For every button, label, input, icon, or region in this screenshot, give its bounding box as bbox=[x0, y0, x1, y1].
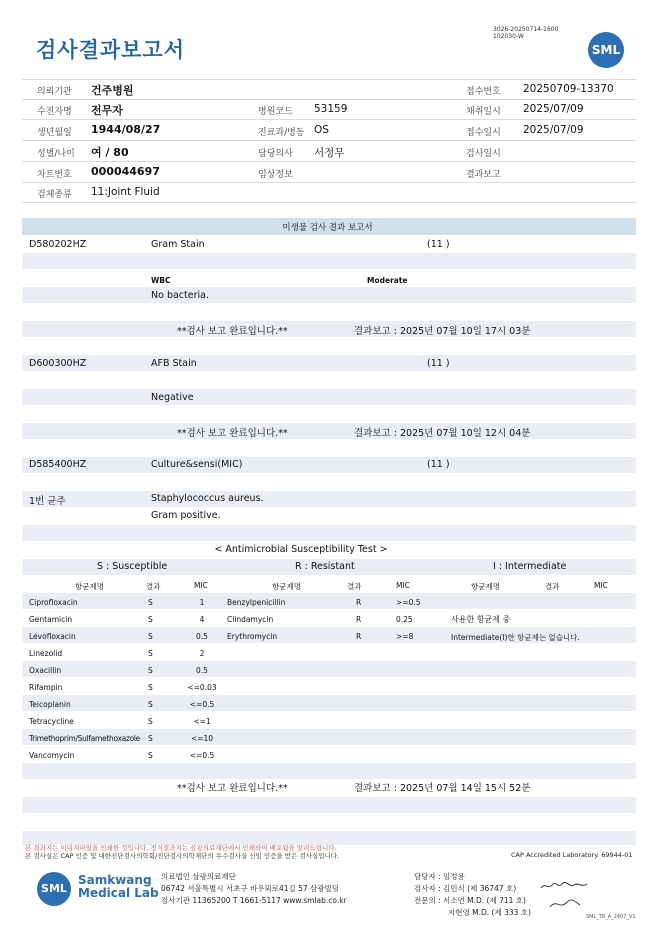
afb-complete: **검사 보고 완료입니다.** bbox=[177, 428, 288, 439]
specimen-label: 검체종류 bbox=[37, 190, 72, 200]
drug-name: Teicoplanin bbox=[29, 700, 71, 709]
drug-name: Linezolid bbox=[29, 649, 63, 658]
gram-result: No bacteria. bbox=[151, 290, 209, 301]
chart-no-value: 000044697 bbox=[91, 165, 160, 178]
intermediate-note-line2: Intermediate(I)한 항균제는 없습니다. bbox=[451, 633, 580, 642]
row-band bbox=[22, 389, 636, 405]
drug-mic: 0.5 bbox=[196, 666, 208, 675]
drug-result: S bbox=[148, 666, 153, 675]
signature-icon bbox=[548, 897, 582, 911]
org-name: 의료법인 삼광의료재단 bbox=[161, 872, 236, 881]
image-notice: 본 결과지는 이미지파일을 인쇄한 것입니다. 정식결과지는 삼광의료재단에서 인쇄하여 배포됨을 알려드립니다. bbox=[25, 844, 337, 852]
drug-name: Ciprofloxacin bbox=[29, 598, 78, 607]
col-result: 결과 bbox=[146, 582, 161, 591]
clinical-info-label: 임상정보 bbox=[258, 170, 293, 180]
drug-name: Rifampin bbox=[29, 683, 63, 692]
dept-value: OS bbox=[314, 124, 329, 136]
divider bbox=[22, 79, 636, 80]
drug-name: Oxacillin bbox=[29, 666, 62, 675]
hospital-code-value: 53159 bbox=[314, 103, 348, 115]
drug-result: S bbox=[148, 632, 153, 641]
accept-date-value: 2025/07/09 bbox=[523, 124, 584, 136]
institution-value: 건주병원 bbox=[91, 84, 134, 97]
receipt-no-label: 접수번호 bbox=[466, 87, 501, 97]
col-drug: 항균제명 bbox=[471, 582, 500, 591]
row-band bbox=[22, 661, 636, 677]
drug-name: Trimethoprim/Sulfamethoxazole bbox=[29, 734, 140, 743]
drug-result: S bbox=[148, 700, 153, 709]
intermediate-note-line1: 사용한 항균제 중 bbox=[451, 615, 511, 624]
gram-count: (11 ) bbox=[427, 239, 450, 250]
row-band bbox=[22, 287, 636, 303]
row-band bbox=[22, 525, 636, 541]
divider bbox=[22, 161, 636, 162]
drug-mic: <=0.5 bbox=[189, 751, 215, 760]
hospital-code-label: 병원코드 bbox=[258, 107, 293, 117]
address: 06742 서울특별시 서초구 바우뫼로41길 57 삼광빌딩 bbox=[161, 884, 340, 893]
cap-notice: 본 검사실은 CAP 인증 및 대한진단검사의학회/진단검사의학재단의 우수검사실 신임 인증을 받은 검사실입니다. bbox=[25, 852, 340, 860]
cap-accreditation: CAP Accredited Laboratory. 69944-01 bbox=[511, 851, 633, 859]
isolate-label: 1번 균주 bbox=[29, 496, 66, 507]
birth-value: 1944/08/27 bbox=[91, 123, 161, 136]
staff-specialist-1: 전문의 : 서소연 M.D. (제 711 호) bbox=[414, 896, 526, 905]
row-band bbox=[22, 423, 636, 439]
institution-label: 의뢰기관 bbox=[37, 87, 72, 97]
drug-name: Vancomycin bbox=[29, 751, 75, 760]
drug-result: S bbox=[148, 683, 153, 692]
afb-code: D600300HZ bbox=[29, 358, 87, 369]
col-drug: 항균제명 bbox=[272, 582, 301, 591]
drug-mic: <=10 bbox=[190, 734, 214, 743]
afb-count: (11 ) bbox=[427, 358, 450, 369]
drug-result: S bbox=[148, 717, 153, 726]
drug-mic: <=0.5 bbox=[189, 700, 215, 709]
col-mic: MIC bbox=[194, 581, 208, 590]
collect-date-label: 채취일시 bbox=[466, 107, 501, 117]
signature-2 bbox=[548, 897, 582, 914]
legend-intermediate: I : Intermediate bbox=[493, 561, 567, 572]
afb-result: Negative bbox=[151, 392, 194, 403]
drug-mic: >=8 bbox=[396, 632, 414, 641]
staff-block bbox=[414, 871, 531, 919]
sml-footer-logo: SML bbox=[37, 872, 71, 906]
patient-name-value: 전무자 bbox=[91, 104, 123, 117]
sml-logo: SML bbox=[588, 32, 624, 68]
attending-value: 서정무 bbox=[314, 147, 345, 159]
gram-complete: **검사 보고 완료입니다.** bbox=[177, 326, 288, 337]
divider bbox=[22, 140, 636, 141]
col-mic: MIC bbox=[594, 581, 608, 590]
receipt-no-value: 20250709-13370 bbox=[523, 83, 614, 95]
drug-result: R bbox=[356, 632, 362, 641]
divider bbox=[22, 119, 636, 120]
lab-address-block bbox=[161, 871, 347, 907]
row-band bbox=[22, 763, 636, 779]
col-result: 결과 bbox=[347, 582, 362, 591]
drug-name: Tetracycline bbox=[29, 717, 74, 726]
drug-mic: <=1 bbox=[193, 717, 211, 726]
contact: 검사기관 11365200 T 1661-5117 www.smlab.co.kr bbox=[161, 896, 347, 905]
culture-report-time: 결과보고 : 2025년 07월 14일 15시 52분 bbox=[354, 783, 531, 794]
col-mic: MIC bbox=[396, 581, 410, 590]
birth-label: 생년월일 bbox=[37, 128, 72, 138]
drug-mic: 1 bbox=[199, 598, 205, 607]
signature-1 bbox=[540, 880, 588, 895]
culture-name: Culture&sensi(MIC) bbox=[151, 459, 243, 470]
culture-code: D585400HZ bbox=[29, 459, 87, 470]
attending-label: 담당의사 bbox=[258, 149, 293, 159]
drug-result: S bbox=[148, 649, 153, 658]
row-band bbox=[22, 491, 636, 507]
row-band bbox=[22, 457, 636, 473]
drug-result: S bbox=[148, 598, 153, 607]
patient-name-label: 수진자명 bbox=[37, 107, 72, 117]
section-title: 미생물 검사 결과 보고서 bbox=[282, 223, 373, 233]
page-title: 검사결과보고서 bbox=[36, 38, 186, 62]
drug-result: S bbox=[148, 615, 153, 624]
staff-specialist-2: 지현영 M.D. (제 333 호) bbox=[448, 908, 531, 917]
staff-manager: 담당자 : 임정용 bbox=[414, 872, 465, 881]
drug-name: Benzylpenicillin bbox=[227, 598, 286, 607]
afb-name: AFB Stain bbox=[151, 358, 197, 369]
wbc-value: Moderate bbox=[367, 276, 408, 285]
accept-date-label: 접수일시 bbox=[466, 128, 501, 138]
specimen-value: 11:Joint Fluid bbox=[91, 186, 160, 198]
legend-susceptible: S : Susceptible bbox=[97, 561, 168, 572]
drug-mic: 0.5 bbox=[196, 632, 208, 641]
row-band bbox=[22, 355, 636, 371]
gram-code: D580202HZ bbox=[29, 239, 87, 250]
sex-age-value: 여 / 80 bbox=[91, 146, 129, 159]
col-drug: 항균제명 bbox=[75, 582, 104, 591]
row-band bbox=[22, 797, 636, 813]
report-label: 결과보고 bbox=[466, 170, 501, 180]
gram-report-time: 결과보고 : 2025년 07월 10일 17시 03분 bbox=[354, 326, 531, 337]
row-band bbox=[22, 253, 636, 269]
drug-result: R bbox=[356, 615, 362, 624]
chart-no-label: 차트번호 bbox=[37, 170, 72, 180]
drug-name: Erythromycin bbox=[227, 632, 278, 641]
drug-mic: <=0.03 bbox=[187, 683, 217, 692]
staff-tester: 검사자 : 김민식 (제 36747 호) bbox=[414, 884, 517, 893]
document-id: 3026-20250714-1600 102030-W bbox=[493, 26, 559, 40]
culture-complete: **검사 보고 완료입니다.** bbox=[177, 783, 288, 794]
row-band bbox=[22, 321, 636, 337]
organism: Staphylococcus aureus. bbox=[151, 493, 264, 504]
divider bbox=[22, 99, 636, 100]
form-code: SML_TR_A_2407_V1 bbox=[586, 914, 636, 920]
drug-name: Levofloxacin bbox=[29, 632, 76, 641]
divider bbox=[22, 182, 636, 183]
drug-mic: 0.25 bbox=[396, 615, 413, 624]
col-result: 결과 bbox=[545, 582, 560, 591]
sex-age-label: 성별/나이 bbox=[37, 149, 75, 159]
gram-positive: Gram positive. bbox=[151, 510, 221, 521]
culture-count: (11 ) bbox=[427, 459, 450, 470]
brand-name: Samkwang Medical Lab bbox=[78, 873, 159, 900]
afb-report-time: 결과보고 : 2025년 07월 10일 12시 04분 bbox=[354, 428, 531, 439]
signature-icon bbox=[540, 880, 588, 892]
legend-resistant: R : Resistant bbox=[295, 561, 355, 572]
gram-name: Gram Stain bbox=[151, 239, 205, 250]
drug-name: Gentamicin bbox=[29, 615, 73, 624]
ast-title: < Antimicrobial Susceptibility Test > bbox=[214, 544, 388, 555]
drug-result: S bbox=[148, 751, 153, 760]
test-date-label: 검사일시 bbox=[466, 149, 501, 159]
drug-result: R bbox=[356, 598, 362, 607]
drug-mic: 2 bbox=[199, 649, 205, 658]
wbc-label: WBC bbox=[151, 276, 171, 285]
dept-label: 진료과/병동 bbox=[258, 128, 305, 138]
drug-result: S bbox=[148, 734, 153, 743]
drug-name: Clindamycin bbox=[227, 615, 274, 624]
divider bbox=[22, 202, 636, 203]
row-band bbox=[22, 593, 636, 609]
drug-mic: 4 bbox=[199, 615, 205, 624]
row-band bbox=[22, 695, 636, 711]
collect-date-value: 2025/07/09 bbox=[523, 103, 584, 115]
drug-mic: >=0.5 bbox=[396, 598, 421, 607]
